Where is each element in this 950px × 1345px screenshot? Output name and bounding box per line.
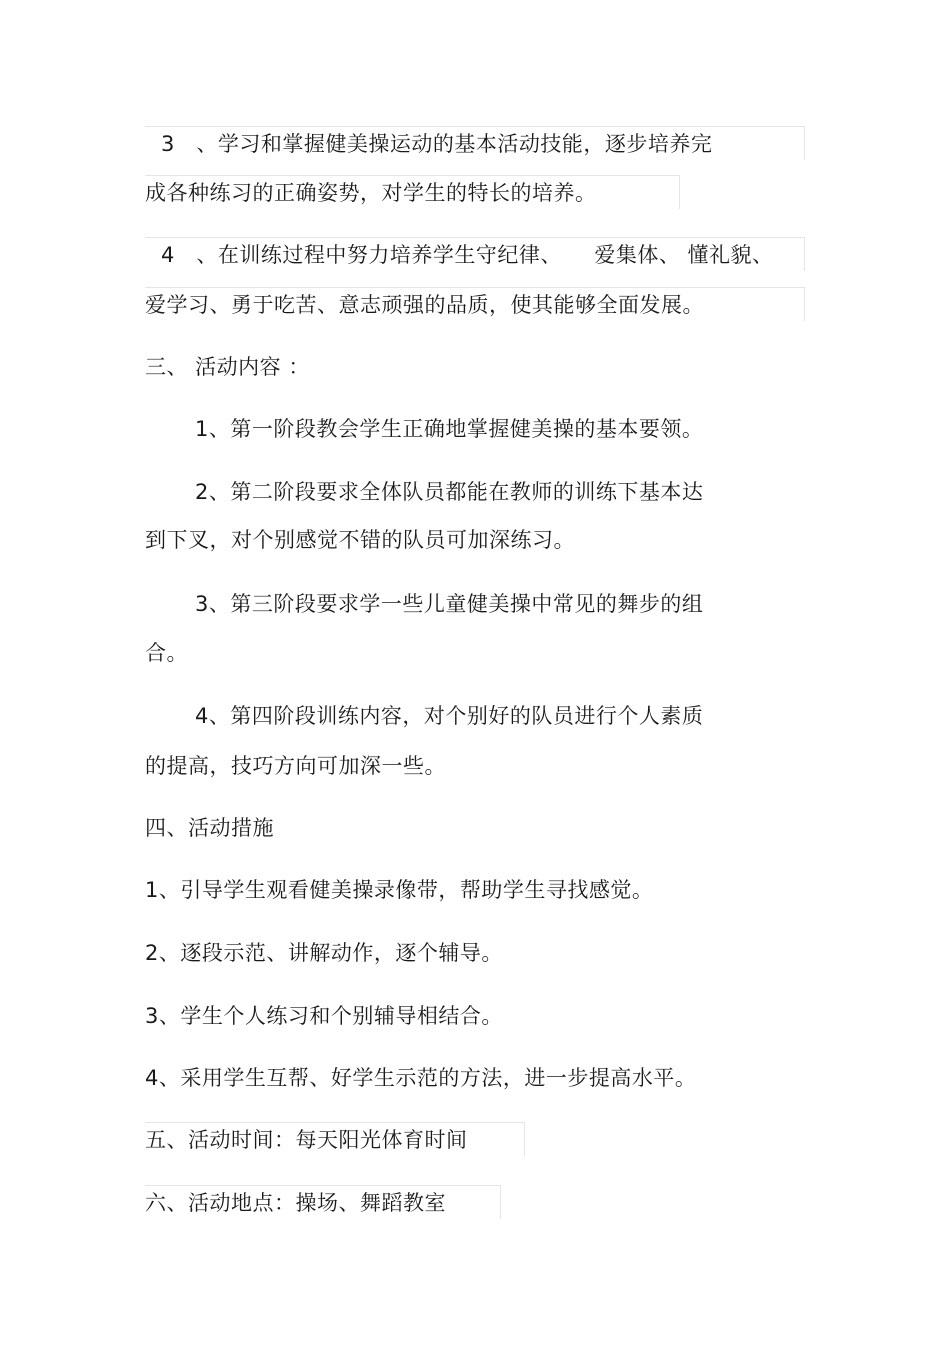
measures-item-2: 2、逐段示范、讲解动作，逐个辅导。	[145, 941, 503, 965]
content-item-4-line2: 的提高，技巧方向可加深一些。	[145, 754, 446, 778]
content-item-2-line1: 2、第二阶段要求全体队员都能在教师的训练下基本达	[195, 480, 704, 504]
place-line	[145, 1185, 501, 1219]
time-line	[145, 1122, 525, 1156]
goal3-line2	[145, 175, 680, 209]
place-text: 六、活动地点：操场、舞蹈教室	[145, 1191, 446, 1215]
content-item-3-line2: 合。	[145, 641, 188, 665]
goal4-line1	[145, 237, 805, 271]
measures-heading: 四、活动措施	[145, 816, 274, 840]
measures-item-3: 3、学生个人练习和个别辅导相结合。	[145, 1004, 503, 1028]
content-item-4-line1: 4、第四阶段训练内容，对个别好的队员进行个人素质	[195, 704, 704, 728]
content-item-2-line2: 到下叉，对个别感觉不错的队员可加深练习。	[145, 528, 575, 552]
time-text: 五、活动时间：每天阳光体育时间	[145, 1128, 468, 1152]
measures-item-1: 1、引导学生观看健美操录像带，帮助学生寻找感觉。	[145, 878, 654, 902]
content-item-3-line1: 3、第三阶段要求学一些儿童健美操中常见的舞步的组	[195, 592, 704, 616]
goal4-text-2: 爱学习、勇于吃苦、意志顽强的品质，使其能够全面发展。	[145, 293, 704, 317]
content-heading: 三、 活动内容 ：	[145, 355, 310, 379]
goal3-text-1: 3 、学习和掌握健美操运动的基本活动技能，逐步培养完	[161, 132, 713, 156]
content-item-1: 1、第一阶段教会学生正确地掌握健美操的基本要领。	[195, 417, 704, 441]
goal4-line2	[145, 287, 805, 321]
goal4-text-1: 4 、在训练过程中努力培养学生守纪律、 爱集体、 懂礼貌、	[161, 243, 774, 267]
measures-item-4: 4、采用学生互帮、好学生示范的方法，进一步提高水平。	[145, 1066, 697, 1090]
goal3-text-2: 成各种练习的正确姿势，对学生的特长的培养。	[145, 181, 597, 205]
goal3-line1	[145, 126, 805, 160]
